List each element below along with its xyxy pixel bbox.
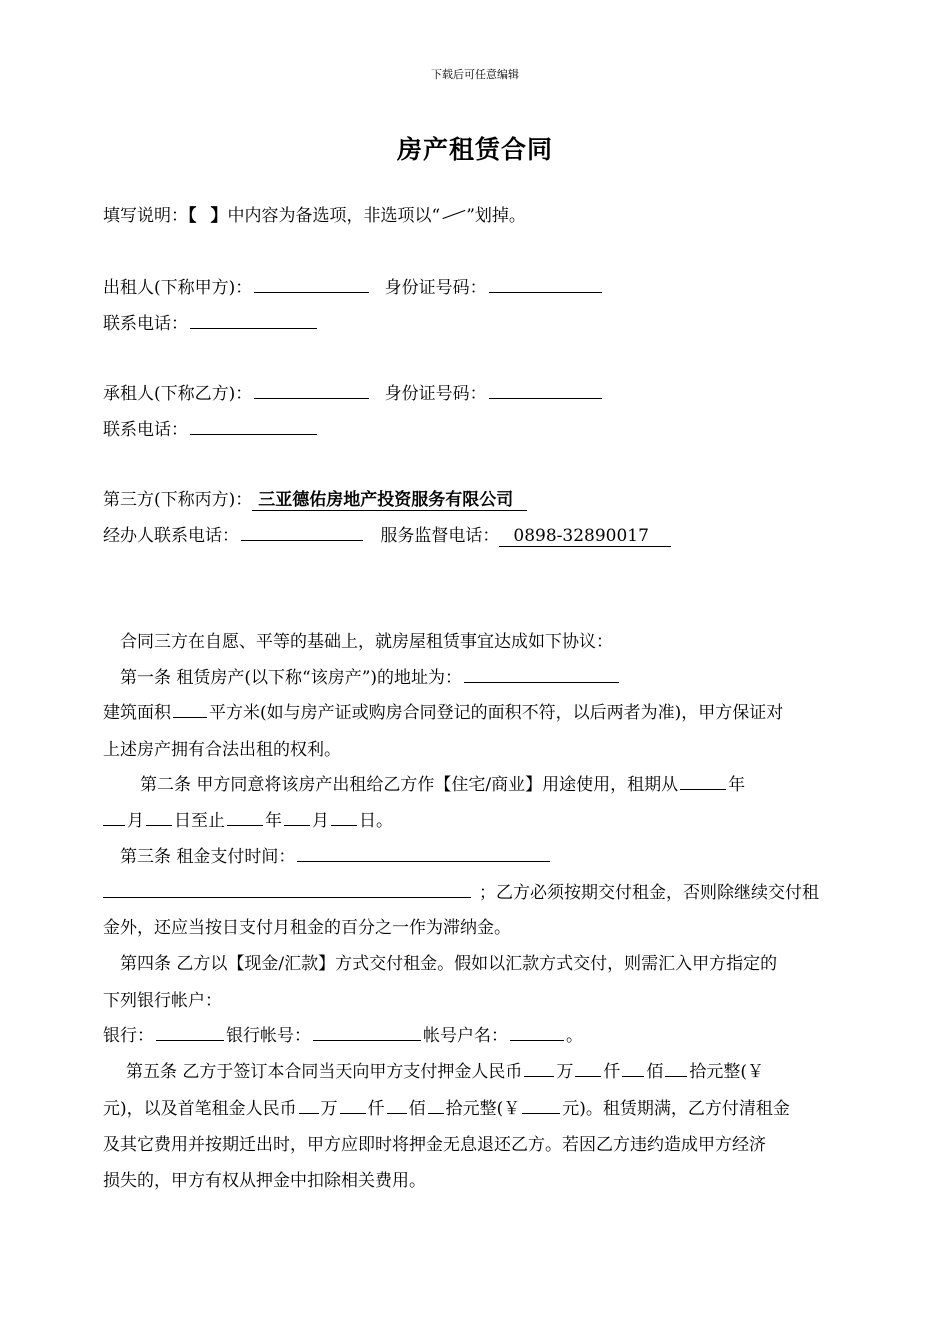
rent-amount-field[interactable]: [522, 1095, 560, 1114]
payment-time-field-2[interactable]: [103, 879, 471, 898]
clause-3-line-3: 金外，还应当按日支付月租金的百分之一作为滞纳金。: [103, 918, 511, 938]
party-a-row: [103, 273, 604, 298]
account-field[interactable]: [313, 1022, 421, 1041]
deposit-qian-field[interactable]: [575, 1058, 601, 1077]
clause-3-line-1: 第三条 租金支付时间：: [120, 842, 552, 867]
clause-4-line-2: 下列银行帐户：: [103, 991, 222, 1011]
rent-shi-field[interactable]: [428, 1095, 444, 1114]
party-c-row: 第三方(下称丙方)： 三亚德佑房地产投资服务有限公司: [103, 485, 527, 511]
party-a-phone-row: 联系电话：: [103, 309, 319, 334]
agent-phone-field[interactable]: [241, 522, 363, 541]
party-a-id-label: 身份证号码：: [384, 278, 487, 298]
end-month-field[interactable]: [284, 807, 310, 826]
party-b-row: [103, 379, 604, 404]
clause-1-line-1: 第一条 租赁房产(以下称“该房产”)的地址为：: [120, 663, 621, 688]
party-b-name-field[interactable]: [254, 380, 369, 399]
party-b-id-label: 身份证号码：: [384, 384, 487, 404]
clause-1-line-2: 建筑面积 平方米(如与房产证或购房合同登记的面积不符，以后两者为准)，甲方保证对: [103, 698, 783, 723]
header-note: 下载后可任意编辑: [431, 68, 519, 81]
party-a-name-field[interactable]: [254, 274, 369, 293]
end-year-field[interactable]: [227, 807, 263, 826]
clause-2-line-2: 月 日至止 年 月 日。: [103, 806, 393, 831]
supervision-phone-value: 0898-32890017: [499, 526, 671, 547]
area-field[interactable]: [173, 699, 207, 718]
payment-time-field[interactable]: [297, 843, 550, 862]
deposit-bai-field[interactable]: [622, 1058, 644, 1077]
document-title: 房产租赁合同: [396, 135, 553, 164]
party-c-phone-row: 经办人联系电话： 服务监督电话： 0898-32890017: [103, 521, 671, 547]
party-b-id-field[interactable]: [489, 380, 602, 399]
start-year-field[interactable]: [680, 771, 726, 790]
holder-field[interactable]: [510, 1022, 564, 1041]
party-c-name-value: 三亚德佑房地产投资服务有限公司: [252, 490, 527, 511]
end-day-field[interactable]: [331, 807, 357, 826]
party-b-phone-field[interactable]: [190, 416, 317, 435]
clause-5-line-2: 元)，以及首笔租金人民币 万 仟 佰 拾元整(￥ 元)。租赁期满，乙方付清租金: [103, 1094, 790, 1119]
clause-4-line-1: 第四条 乙方以【现金/汇款】方式交付租金。假如以汇款方式交付，则需汇入甲方指定的: [120, 954, 778, 974]
party-a-name-label: 出租人(下称甲方)：: [103, 278, 253, 298]
contract-intro: 合同三方在自愿、平等的基础上，就房屋租赁事宜达成如下协议：: [120, 632, 613, 652]
clause-5-line-4: 损失的，甲方有权从押金中扣除相关费用。: [103, 1171, 426, 1191]
rent-wan-field[interactable]: [299, 1095, 319, 1114]
clause-3-line-2: ；乙方必须按期交付租金，否则除继续交付租: [103, 878, 819, 903]
party-a-id-field[interactable]: [489, 274, 602, 293]
rent-qian-field[interactable]: [340, 1095, 366, 1114]
rent-bai-field[interactable]: [387, 1095, 407, 1114]
strike-mark-icon: [440, 205, 466, 221]
clause-1-line-3: 上述房产拥有合法出租的权利。: [103, 740, 341, 760]
start-day-field[interactable]: [146, 807, 172, 826]
party-a-phone-field[interactable]: [190, 310, 317, 329]
party-b-phone-row: 联系电话：: [103, 415, 319, 440]
address-field[interactable]: [464, 664, 619, 683]
bank-field[interactable]: [156, 1022, 224, 1041]
fill-instructions: 填写说明：【 】中内容为备选项，非选项以“ ”划掉。: [103, 206, 526, 226]
start-month-field[interactable]: [103, 807, 125, 826]
clause-5-line-1: 第五条 乙方于签订本合同当天向甲方支付押金人民币 万 仟 佰 拾元整(￥: [126, 1057, 764, 1082]
clause-2-line-1: 第二条 甲方同意将该房产出租给乙方作【住宅/商业】用途使用，租期从 年: [140, 770, 745, 795]
deposit-wan-field[interactable]: [524, 1058, 554, 1077]
bank-account-row: 银行： 银行帐号： 帐号户名： 。: [103, 1021, 583, 1046]
clause-5-line-3: 及其它费用并按期迁出时，甲方应即时将押金无息退还乙方。若因乙方违约造成甲方经济: [103, 1135, 766, 1155]
deposit-shi-field[interactable]: [665, 1058, 687, 1077]
party-b-name-label: 承租人(下称乙方)：: [103, 384, 253, 404]
